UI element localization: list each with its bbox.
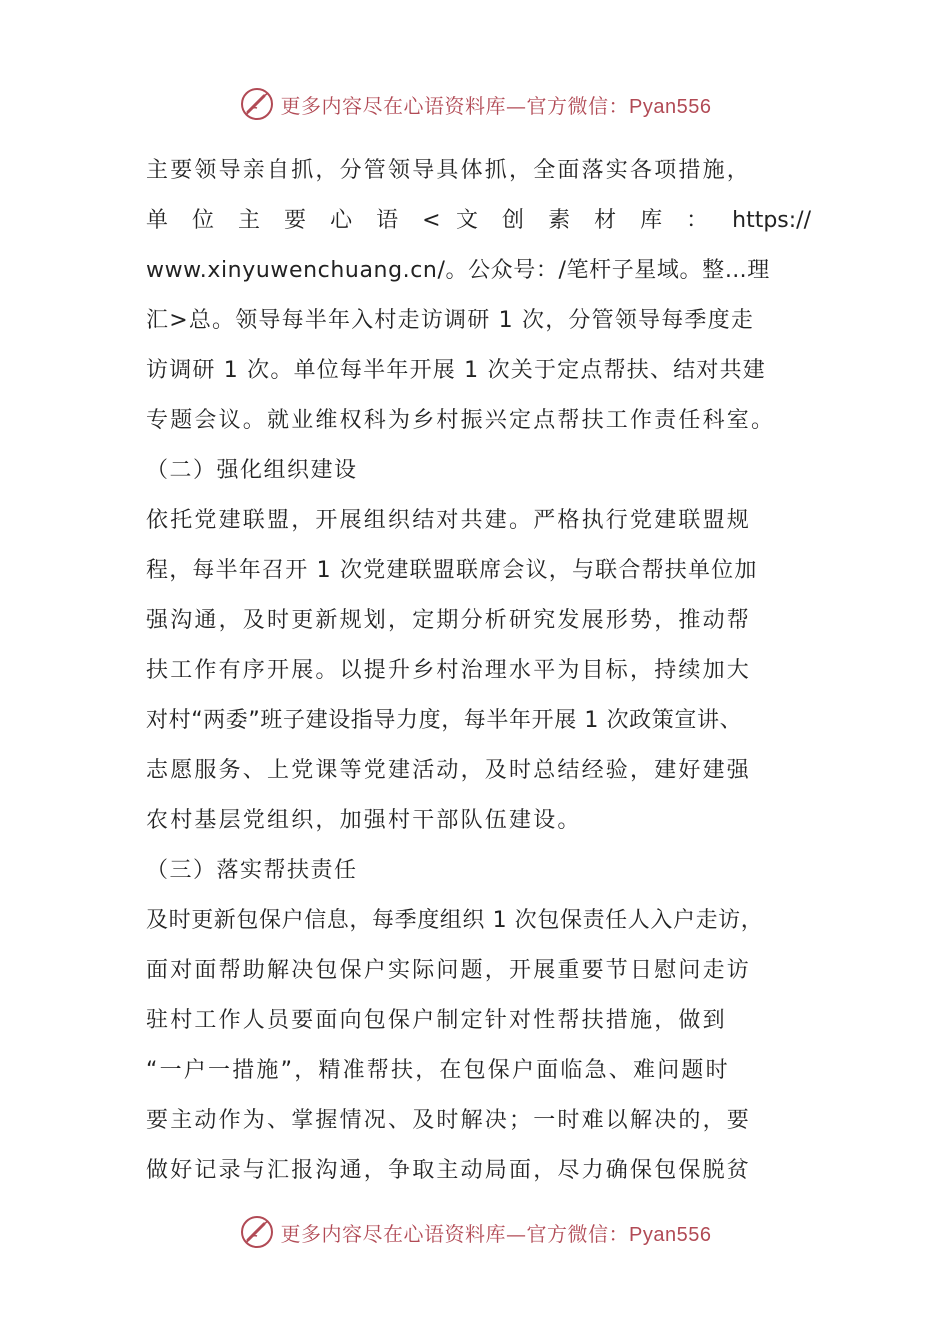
- text-line: 驻村工作人员要面向包保户制定针对性帮扶措施，做到: [146, 1008, 727, 1033]
- watermark-text: 更多内容尽在心语资料库—官方微信：Pyan556: [280, 1221, 712, 1246]
- pen-logo-icon: [239, 86, 275, 122]
- text-line: 专题会议。就业维权科为乡村振兴定点帮扶工作责任科室。: [146, 408, 776, 433]
- wechat-id: Pyan556: [629, 1223, 712, 1246]
- text-line: 汇>总。领导每半年入村走访调研 1 次，分管领导每季度走: [146, 308, 755, 333]
- text-line: 程，每半年召开 1 次党建联盟联席会议，与联合帮扶单位加: [146, 558, 758, 583]
- watermark-footer: [0, 1212, 950, 1252]
- text-line: 依托党建联盟，开展组织结对共建。严格执行党建联盟规: [146, 508, 752, 533]
- watermark-header: [0, 84, 950, 124]
- text-line: 志愿服务、上党课等党建活动，及时总结经验，建好建强: [146, 758, 752, 783]
- document-body: [146, 146, 811, 1196]
- text-line: “一户一措施”，精准帮扶，在包保户面临急、难问题时: [146, 1058, 730, 1083]
- section-heading: （三）落实帮扶责任: [146, 858, 358, 883]
- text-line: 面对面帮助解决包保户实际问题，开展重要节日慰问走访: [146, 958, 752, 983]
- text-line: 对村“两委”班子建设指导力度，每半年开展 1 次政策宣讲、: [146, 708, 743, 733]
- watermark-text: 更多内容尽在心语资料库—官方微信：Pyan556: [280, 93, 712, 118]
- text-line: 扶工作有序开展。以提升乡村治理水平为目标，持续加大: [146, 658, 752, 683]
- pen-logo-icon: [239, 1214, 275, 1250]
- text-line: 要主动作为、掌握情况、及时解决；一时难以解决的，要: [146, 1108, 752, 1133]
- text-line: www.xinyuwenchuang.cn/。公众号：/笔杆子星域。整…理: [146, 258, 770, 283]
- text-line: 访调研 1 次。单位每半年开展 1 次关于定点帮扶、结对共建: [146, 358, 766, 383]
- section-heading: （二）强化组织建设: [146, 458, 358, 483]
- wechat-id: Pyan556: [629, 95, 712, 118]
- text-line: 农村基层党组织，加强村干部队伍建设。: [146, 808, 582, 833]
- text-line: 做好记录与汇报沟通，争取主动局面，尽力确保包保脱贫: [146, 1158, 752, 1183]
- text-line: 及时更新包保户信息，每季度组织 1 次包保责任人入户走访，: [146, 908, 764, 933]
- text-line: 主要领导亲自抓，分管领导具体抓，全面落实各项措施，: [146, 158, 752, 183]
- text-line: 单 位 主 要 心 语 < 文 创 素 材 库 ： https://: [146, 208, 811, 233]
- text-line: 强沟通，及时更新规划，定期分析研究发展形势，推动帮: [146, 608, 752, 633]
